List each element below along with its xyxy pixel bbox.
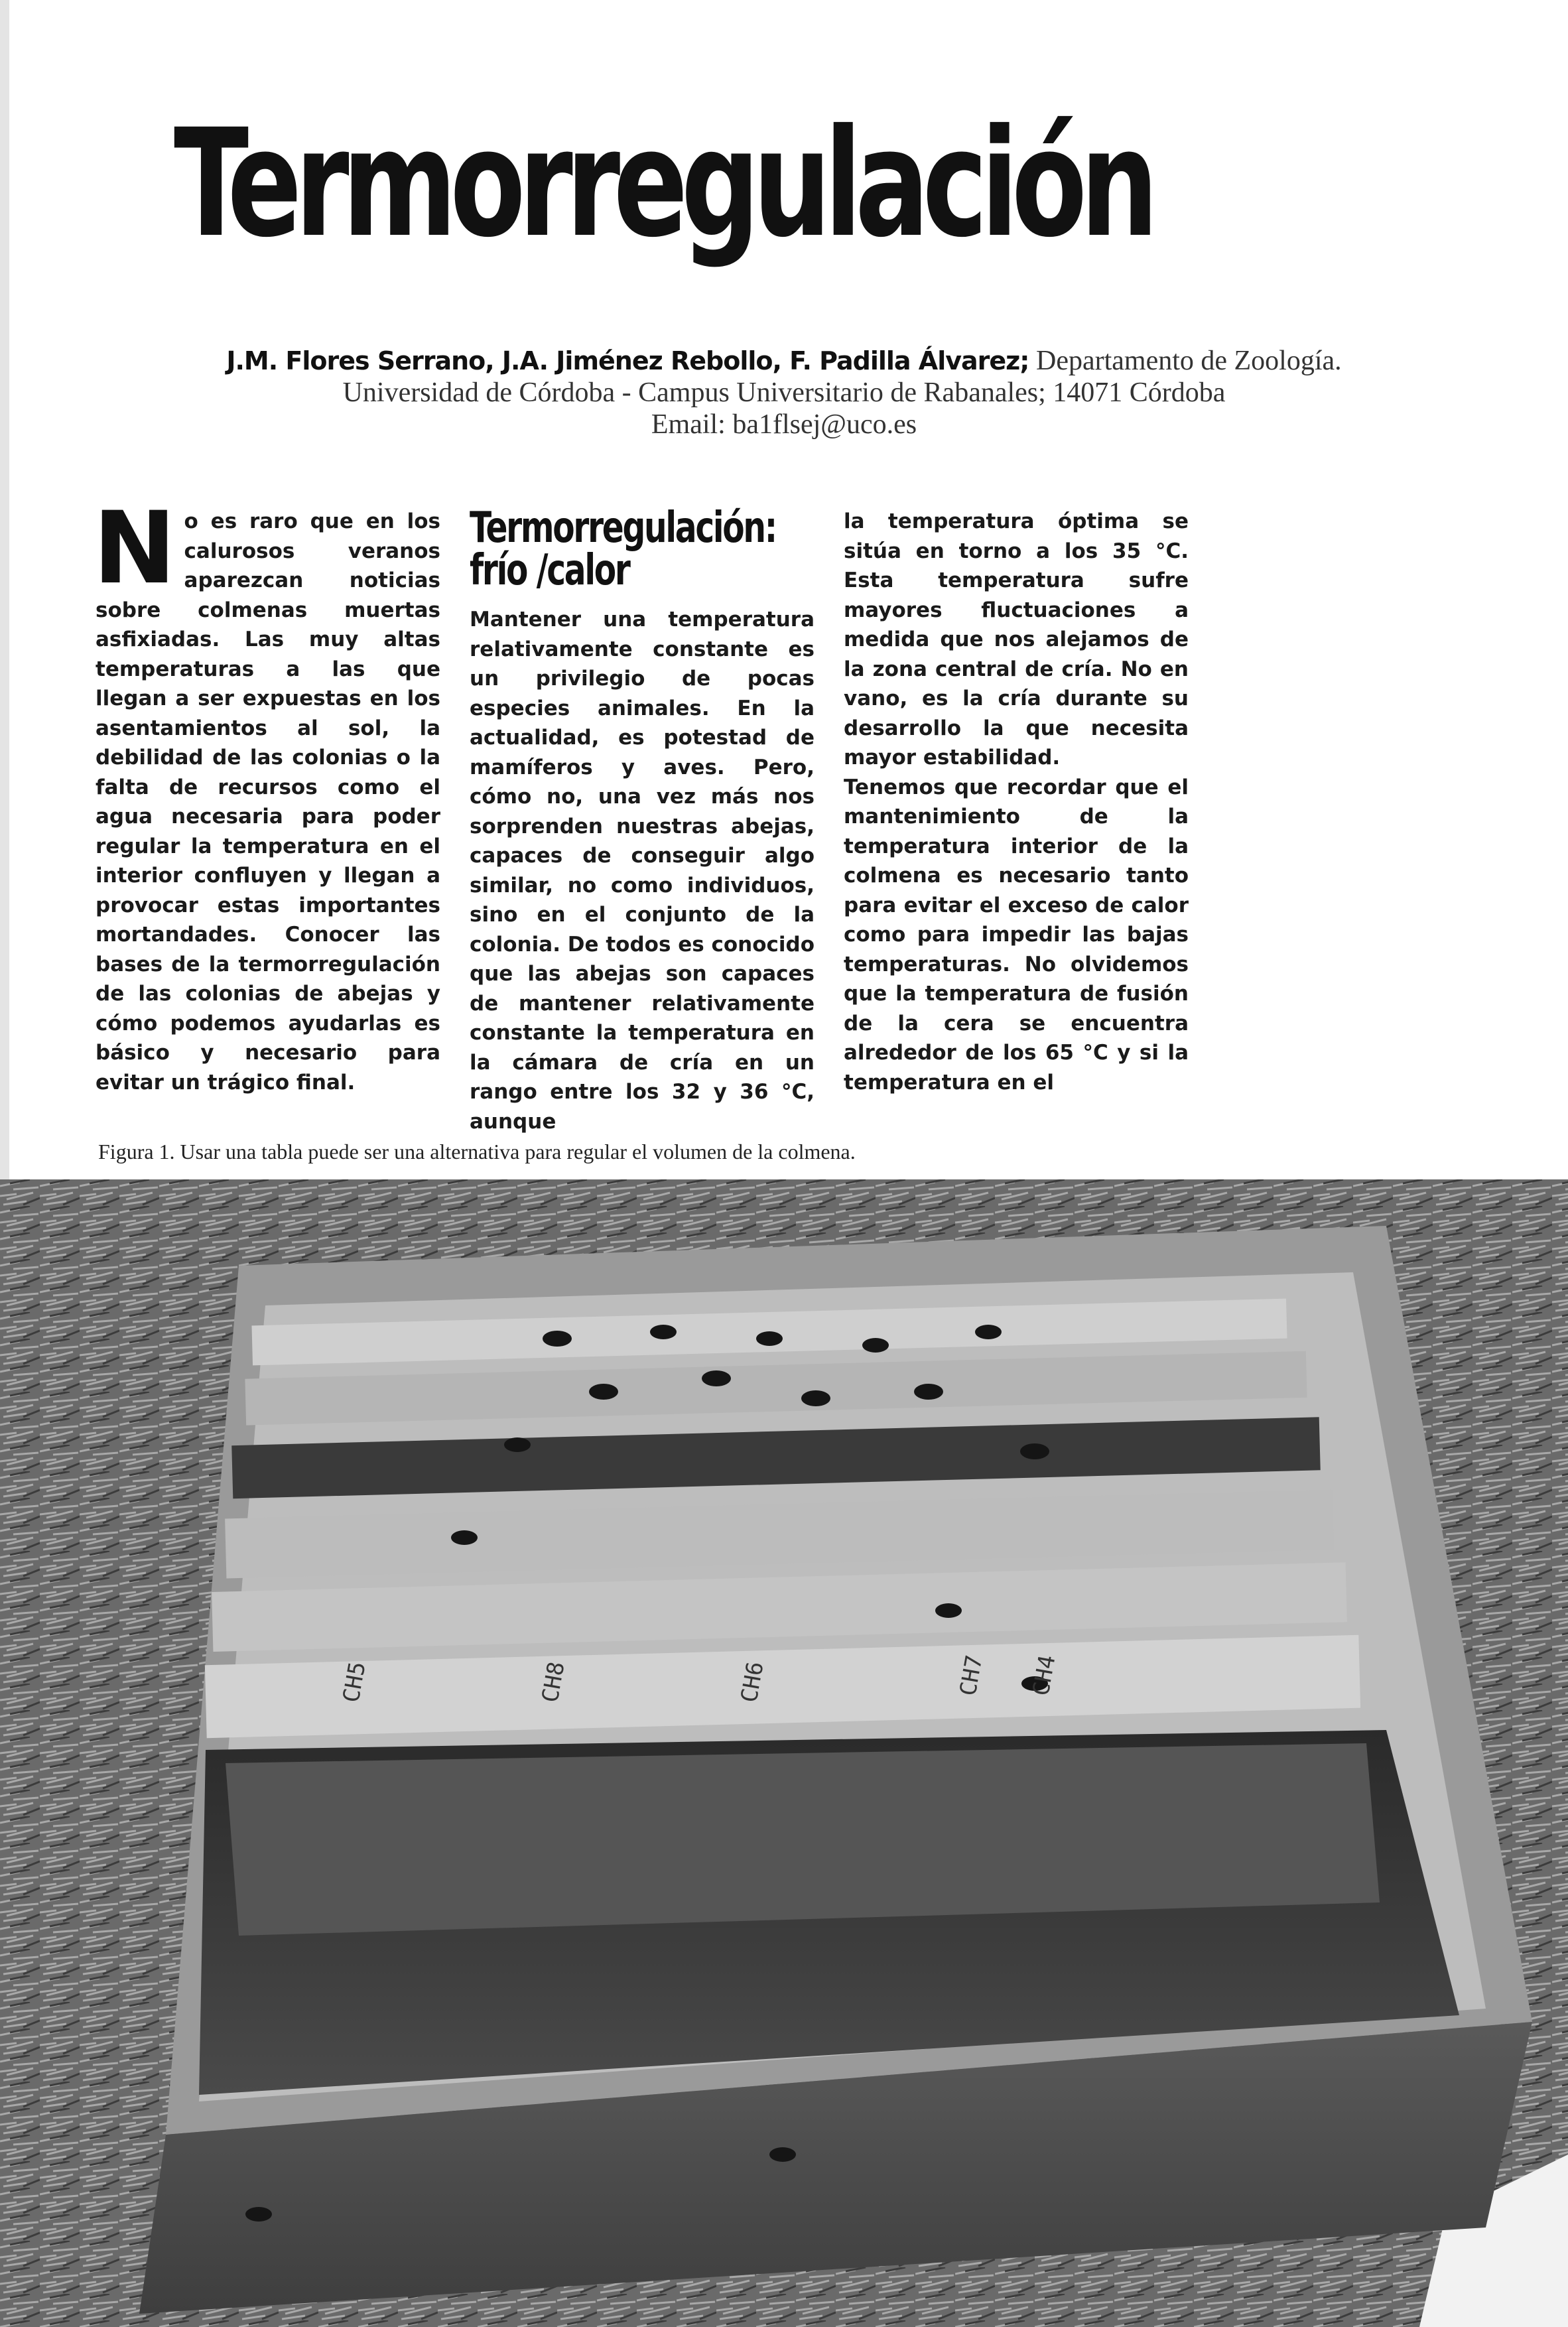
byline-email: Email: ba1flsej@uco.es [651, 409, 917, 440]
text-column-2 [470, 503, 815, 1134]
page-edge-shadow [0, 0, 9, 1181]
byline-authors-line [0, 344, 1568, 378]
article-title: Termorregulación [174, 97, 1152, 270]
frame-label: CH6 [736, 1660, 769, 1705]
section-heading-line-2: frío /calor [470, 546, 629, 595]
body-paragraph: Mantener una temperatura relativamente constante es un privilegio de pocas especies animales. En la actualidad, es potestad de mamíferos y aves. Pero, cómo no, una vez más nos sorprenden nuestras abejas, capaces de conseguir algo similar, no como individuos, sino en el conjunto de la colonia. De todos es conocido que las abejas son capaces de mantener relativamente constante la temperatura en la cámara de cría en un rango entre los 32 y 36 °C, aunque [470, 608, 815, 1134]
intro-paragraph: o es raro que en los calurosos veranos aparezcan noticias sobre colmenas muertas asfixiadas. Las muy altas temperaturas a las que llegan a ser expuestas en los asentamientos al sol, la debilidad de las colonias o la falta de recursos como el agua necesaria para poder regular la temperatura en el interior confluyen y llegan a provocar estas importantes mortandades. Conocer las bases de la termorregulación de las colonias de abejas y cómo podemos ayudarlas es básico y necesario para evitar un trágico final. [96, 509, 440, 1095]
text-column-3 [844, 507, 1189, 1104]
body-paragraph-continued: la temperatura óptima se sitúa en torno a los 35 °C. Esta temperatura sufre mayores fluctuaciones a medida que nos alejamos de la zona central de cría. No en vano, es la cría durante su desarrollo la que necesita mayor estabilidad. [844, 509, 1189, 769]
section-heading [470, 503, 776, 595]
frame-label: CH7 [954, 1653, 988, 1698]
section-heading-line-1: Termorregulación: [470, 503, 776, 553]
department: Departamento de Zoología. [1029, 346, 1342, 376]
beehive-illustration [0, 1179, 1568, 2327]
frame-label: CH4 [1027, 1653, 1061, 1698]
drop-cap: N [93, 491, 176, 606]
author-names: J.M. Flores Serrano, J.A. Jiménez Rebollo, F. Padilla Álvarez; [226, 346, 1029, 375]
byline-university: Universidad de Córdoba - Campus Universitario de Rabanales; 14071 Córdoba [342, 377, 1226, 408]
body-paragraph-2: Tenemos que recordar que el mantenimiento de la temperatura interior de la colmena es necesario tanto para evitar el exceso de calor como para impedir las bajas temperaturas. No olvidemos que la temperatura de fusión de la cera se encuentra alrededor de los 65 °C y si la temperatura en el [844, 775, 1189, 1095]
frame-label: CH5 [338, 1660, 371, 1705]
divider-board [226, 1743, 1380, 1936]
figure-caption: Figura 1. Usar una tabla puede ser una alternativa para regular el volumen de la colmena. [98, 1140, 856, 1164]
frame-label: CH8 [537, 1660, 570, 1705]
beehive-photo [0, 1179, 1568, 2327]
text-column-1 [93, 491, 440, 1104]
